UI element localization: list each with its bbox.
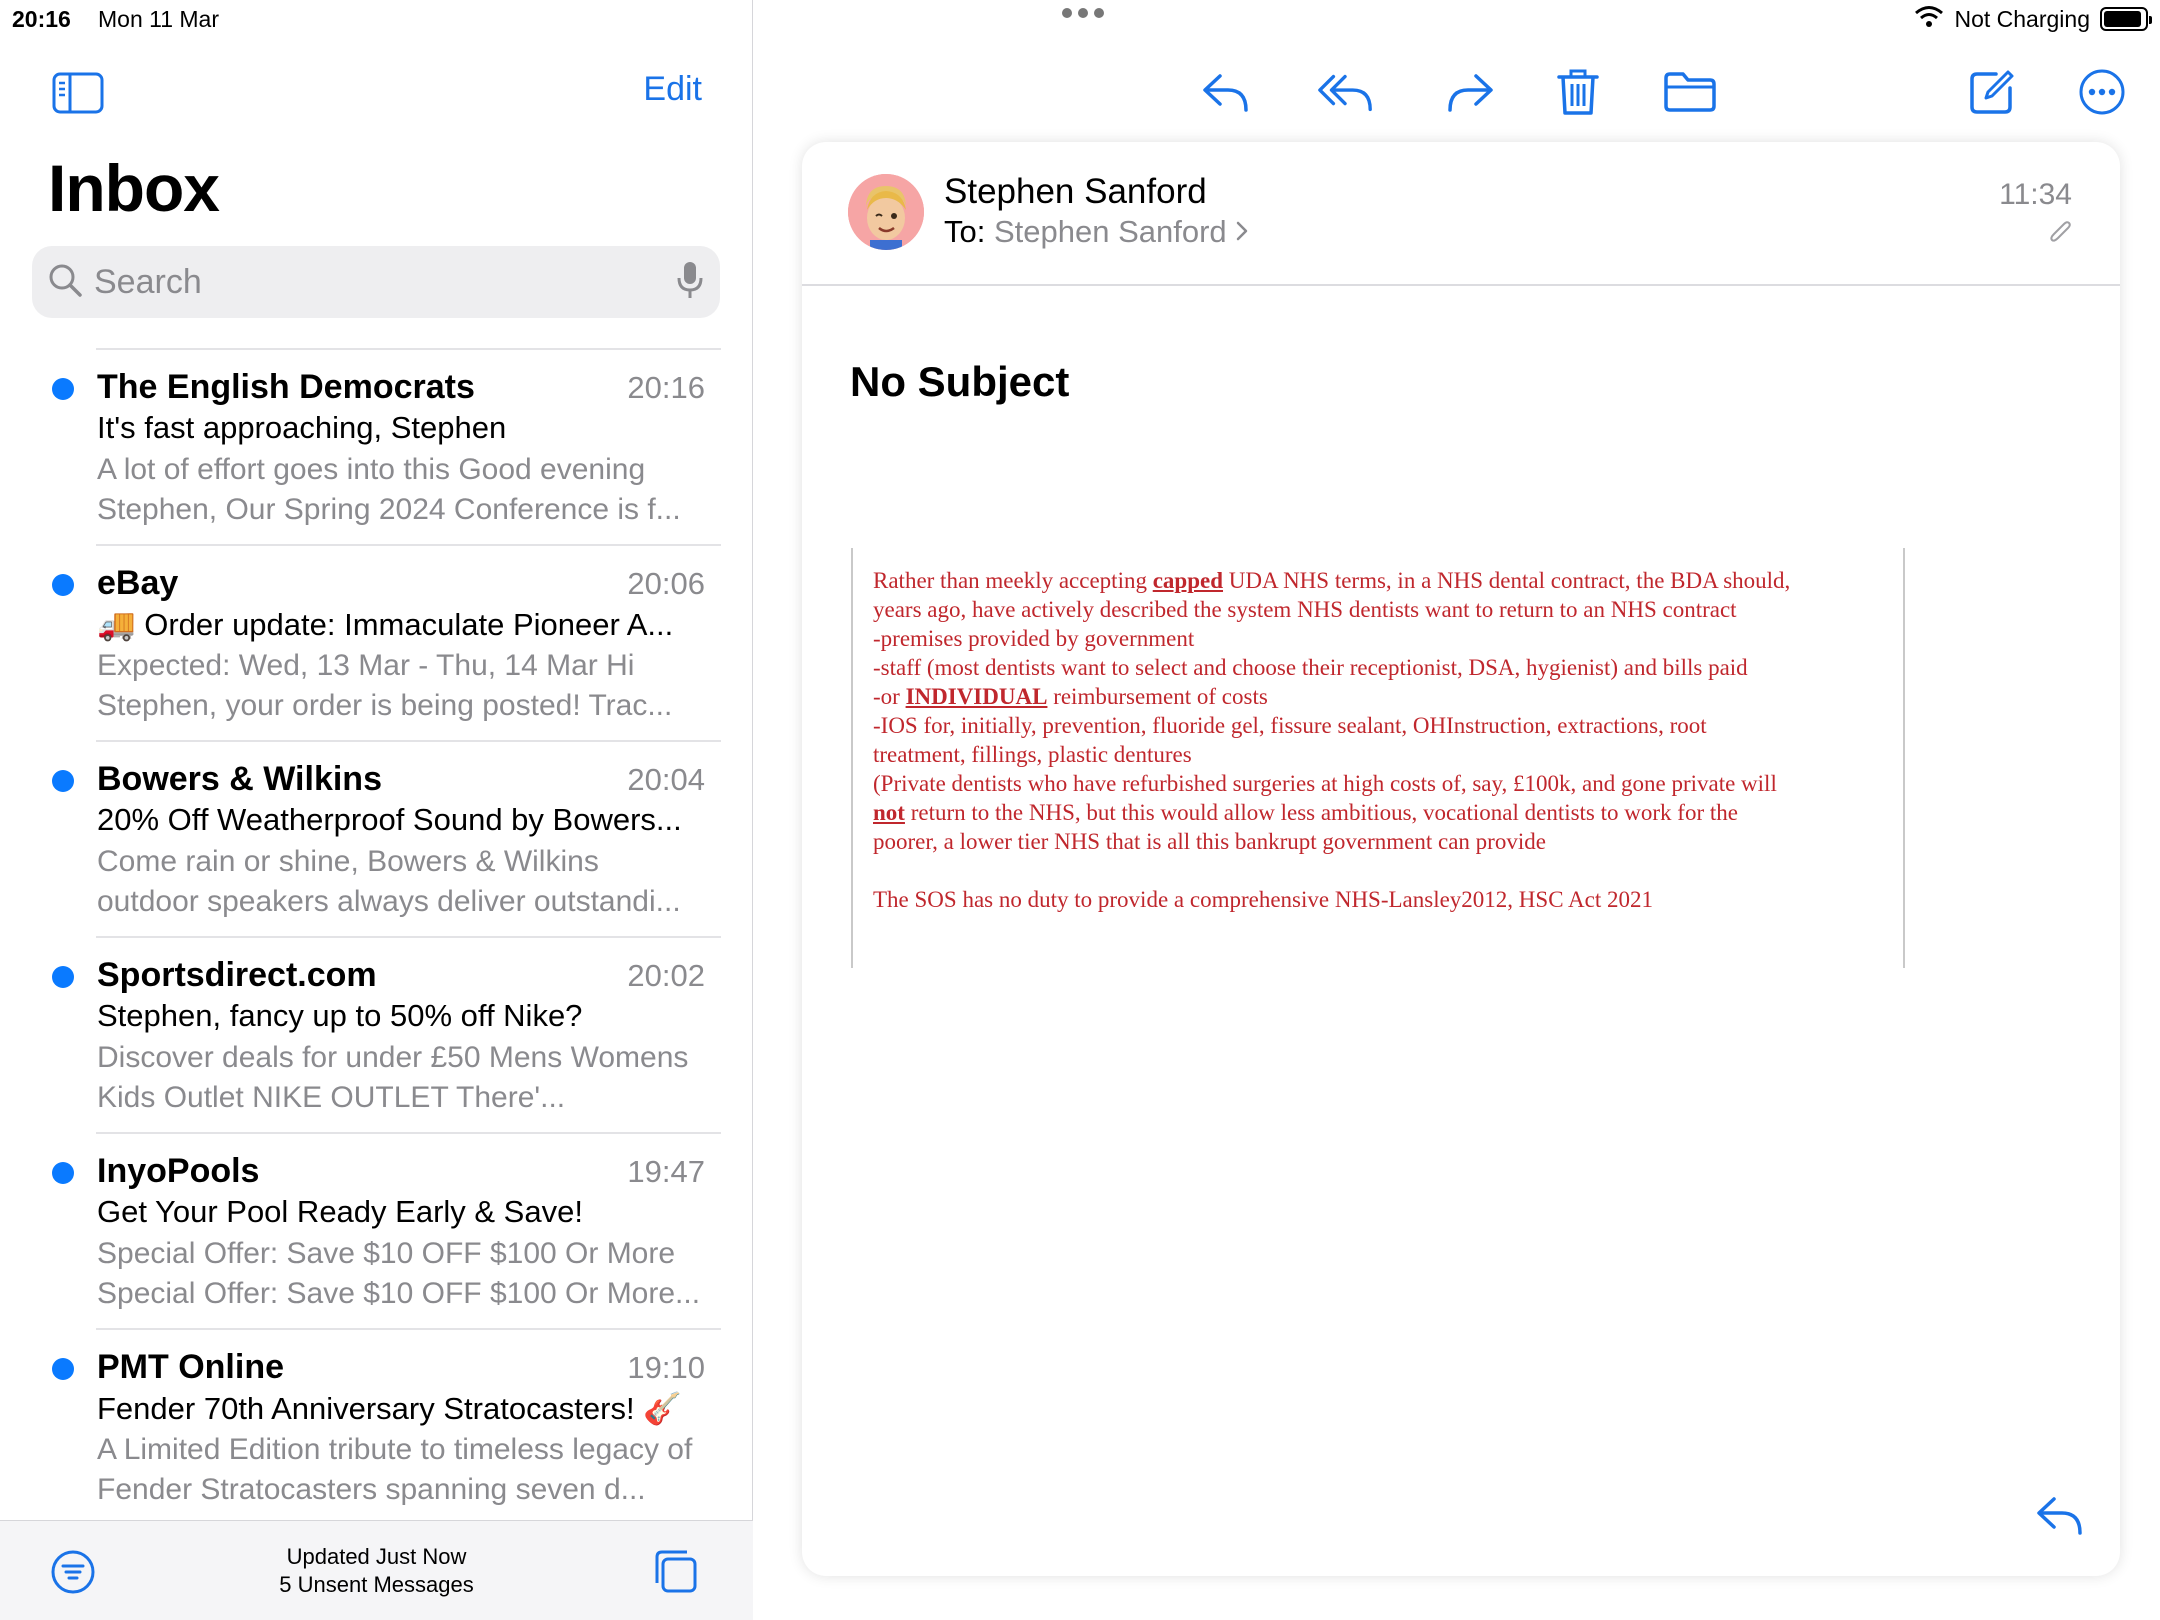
divider <box>96 348 721 350</box>
mail-time: 19:47 <box>627 1154 705 1189</box>
divider <box>96 544 721 546</box>
multitask-dots-icon[interactable] <box>1062 8 1104 18</box>
mail-list-item[interactable] <box>0 936 753 1132</box>
mail-sender: Sportsdirect.com <box>97 956 377 994</box>
mail-list-item[interactable] <box>0 1132 753 1328</box>
doc-line: -staff (most dentists want to select and choose their receptionist, DSA, hygienist) and bills paid <box>873 655 1748 680</box>
sidebar-toggle-icon[interactable] <box>52 72 104 114</box>
unread-indicator <box>52 966 74 988</box>
mail-sender: InyoPools <box>97 1152 260 1190</box>
stack-icon[interactable] <box>651 1547 699 1600</box>
mail-sender: The English Democrats <box>97 368 475 406</box>
message-body-image <box>851 548 1905 968</box>
mail-subject: Stephen, fancy up to 50% off Nike? <box>97 998 583 1033</box>
doc-line: -or INDIVIDUAL reimbursement of costs <box>873 684 1268 709</box>
sidebar-footer <box>0 1520 753 1620</box>
divider <box>96 1328 721 1330</box>
doc-line: not return to the NHS, but this would allow less ambitious, vocational dentists to work for the <box>873 800 1738 825</box>
mail-sender: Bowers & Wilkins <box>97 760 382 798</box>
unread-indicator <box>52 574 74 596</box>
message-recipient: Stephen Sanford <box>993 214 1227 249</box>
mail-preview: Expected: Wed, 13 Mar - Thu, 14 Mar Hi Stephen, your order is being posted! Trac... <box>97 649 673 722</box>
forward-icon[interactable] <box>1440 66 1500 118</box>
page-title: Inbox <box>48 151 219 225</box>
status-date: Mon 11 Mar <box>98 6 220 32</box>
reply-icon[interactable] <box>1196 66 1256 118</box>
mail-time: 20:06 <box>627 566 705 601</box>
mail-subject: 🚚 Order update: Immaculate Pioneer A... <box>97 607 674 642</box>
message-time: 11:34 <box>1999 178 2072 211</box>
divider <box>96 936 721 938</box>
mail-list-item[interactable] <box>0 348 753 544</box>
mail-time: 20:02 <box>627 958 705 993</box>
mail-preview: A lot of effort goes into this Good evening Stephen, Our Spring 2024 Conference is f... <box>97 453 681 526</box>
search-bar[interactable] <box>32 246 720 318</box>
search-input[interactable] <box>94 263 676 302</box>
trash-icon[interactable] <box>1548 66 1608 118</box>
divider <box>96 1132 721 1134</box>
more-icon[interactable] <box>2072 66 2132 118</box>
avatar[interactable] <box>848 174 924 250</box>
doc-line: years ago, have actively described the system NHS dentists want to return to an NHS contract <box>873 597 1737 622</box>
charging-status: Not Charging <box>1954 5 2090 32</box>
mail-subject: Fender 70th Anniversary Stratocasters! 🎸 <box>97 1391 682 1426</box>
status-time: 20:16 <box>12 6 71 32</box>
message-recipient-line[interactable] <box>944 214 1249 250</box>
message-view <box>802 142 2120 1576</box>
mail-subject: It's fast approaching, Stephen <box>97 410 507 445</box>
compose-icon[interactable] <box>1962 66 2022 118</box>
microphone-icon[interactable] <box>676 260 704 305</box>
divider <box>96 740 721 742</box>
edit-button[interactable]: Edit <box>643 70 702 108</box>
message-subject: No Subject <box>850 358 1070 405</box>
footer-status <box>0 1543 753 1599</box>
reply-icon[interactable] <box>2034 1493 2086 1542</box>
search-icon <box>48 263 82 302</box>
mail-time: 20:04 <box>627 762 705 797</box>
doc-line: Rather than meekly accepting capped UDA NHS terms, in a NHS dental contract, the BDA should, <box>873 568 1791 593</box>
mail-sender: eBay <box>97 564 179 602</box>
mail-preview: Discover deals for under £50 Mens Womens Kids Outlet NIKE OUTLET There'... <box>97 1041 689 1114</box>
mail-subject: Get Your Pool Ready Early & Save! <box>97 1194 583 1229</box>
footer-unsent: 5 Unsent Messages <box>279 1572 474 1597</box>
mail-sidebar <box>0 0 753 1620</box>
doc-line: poorer, a lower tier NHS that is all this bankrupt government can provide <box>873 829 1546 854</box>
doc-line: The SOS has no duty to provide a comprehensive NHS-Lansley2012, HSC Act 2021 <box>873 887 1653 912</box>
folder-icon[interactable] <box>1660 66 1720 118</box>
mail-sender: PMT Online <box>97 1348 284 1386</box>
message-sender[interactable]: Stephen Sanford <box>944 172 1207 211</box>
doc-line: treatment, fillings, plastic dentures <box>873 742 1192 767</box>
mail-subject: 20% Off Weatherproof Sound by Bowers... <box>97 802 682 837</box>
mail-list-item[interactable] <box>0 544 753 740</box>
footer-updated: Updated Just Now <box>286 1544 467 1569</box>
unread-indicator <box>52 1162 74 1184</box>
chevron-right-icon <box>1235 214 1249 249</box>
mail-time: 20:16 <box>627 370 705 405</box>
unread-indicator <box>52 770 74 792</box>
mail-list-item[interactable] <box>0 740 753 936</box>
doc-line: -premises provided by government <box>873 626 1195 651</box>
doc-line: (Private dentists who have refurbished surgeries at high costs of, say, £100k, and gone private will <box>873 771 1777 796</box>
status-right <box>1914 4 2148 34</box>
doc-line: -IOS for, initially, prevention, fluoride gel, fissure sealant, OHInstruction, extractions, root <box>873 713 1707 738</box>
unread-indicator <box>52 378 74 400</box>
mail-preview: A Limited Edition tribute to timeless legacy of Fender Stratocasters spanning seven d... <box>97 1433 693 1506</box>
paperclip-icon <box>2048 218 2074 251</box>
mail-preview: Special Offer: Save $10 OFF $100 Or More Special Offer: Save $10 OFF $100 Or More... <box>97 1237 701 1310</box>
divider <box>802 284 2120 286</box>
mail-time: 19:10 <box>627 1350 705 1385</box>
to-label: To: <box>944 214 986 249</box>
unread-indicator <box>52 1358 74 1380</box>
mail-list-item[interactable] <box>0 1328 753 1524</box>
reply-all-icon[interactable] <box>1316 66 1376 118</box>
wifi-icon <box>1914 4 1944 34</box>
battery-icon <box>2100 7 2148 31</box>
doc-line <box>873 856 1883 885</box>
mail-preview: Come rain or shine, Bowers & Wilkins outdoor speakers always deliver outstandi... <box>97 845 681 918</box>
mail-list <box>0 348 753 1524</box>
